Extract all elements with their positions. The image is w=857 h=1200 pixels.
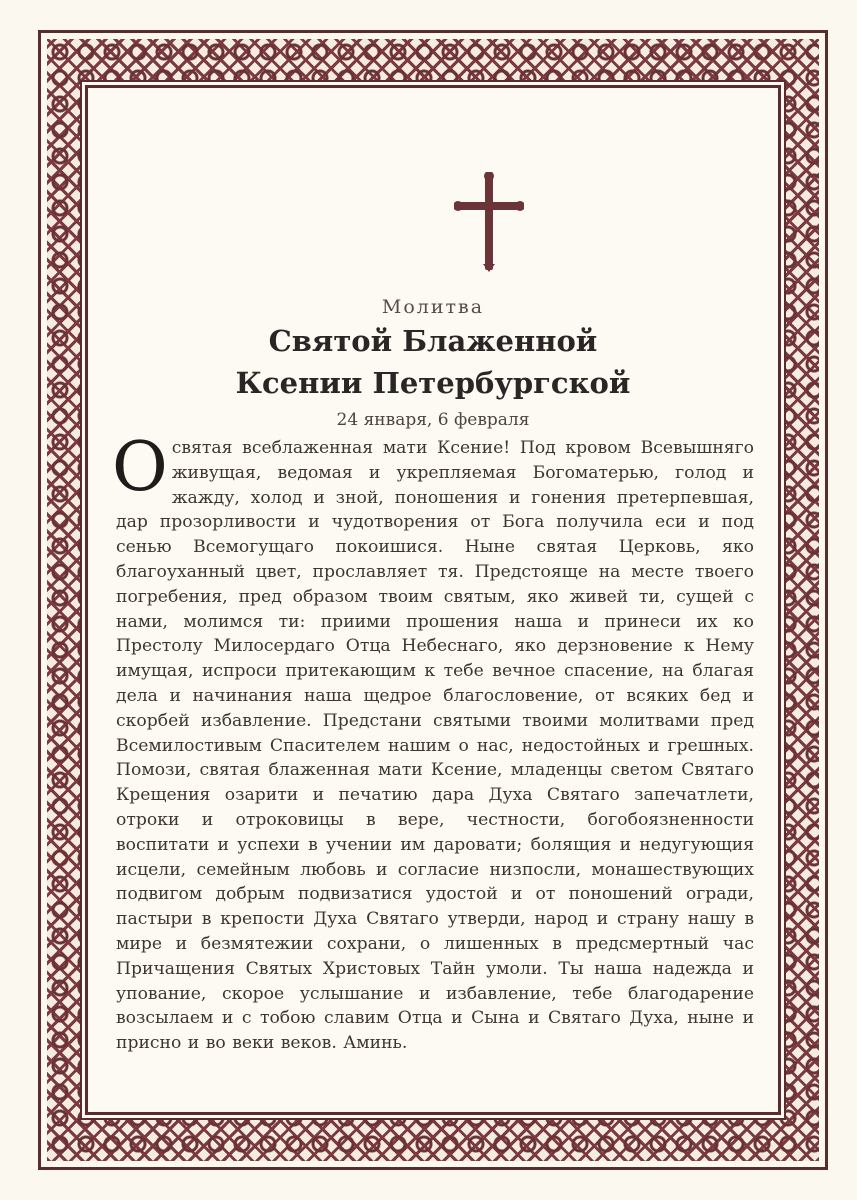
title-line-1: Святой Блаженной: [268, 324, 598, 358]
feast-dates: 24 января, 6 февраля: [336, 410, 530, 430]
drop-cap: О: [112, 428, 168, 507]
title-line-2: Ксении Петербургской: [235, 366, 631, 400]
prayer-title: [88, 320, 778, 404]
prayer-kicker: Молитва: [381, 296, 485, 318]
prayer-page: [85, 85, 781, 1115]
orthodox-cross-icon: [454, 172, 524, 272]
ornamental-border: [38, 30, 828, 1170]
prayer-text: [112, 428, 754, 1056]
prayer-body: святая всеблаженная мати Ксение! Под кровом Всевышняго живущая, ведомая и укрепляемая Богоматерью, голод и жажду, холод и зной, поношения и гонения претерпевшая, дар прозорливости и чудотворения от Бога получила еси и под сенью Всемогущаго покоишися. Ныне святая Церковь, яко благоуханный цвет, прославляет тя. Предстояще на месте твоего погребения, пред образом твоим святым, яко живей ти, сущей с нами, молимся ти: приими прошения наша и принеси их ко Престолу Милосердаго Отца Небеснаго, яко дерзновение к Нему имущая, испроси притекающим к тебе вечное спасение, на благая дела и начинания наша щедрое благословение, от всяких бед и скорбей избавление. Предстани святыми твоими молитвами пред Всемилостивым Спасителем нашим о нас, недостойных и грешных. Помози, святая блаженная мати Ксение, младенцы светом Святаго Крещения озарити и печатию дара Духа Святаго запечатлети, отроки и отроковицы в вере, честности, богобоязненности воспитати и успехи в учении им даровати; болящия и недугующия исцели, семейным любовь и согласие низпосли, монашествующих подвигом добрым подвизатися удостой и от поношений огради, пастыри в крепости Духа Святаго утверди, народ и страну нашу в мире и безмятежии сохрани, о лишенных в предсмертный час Причащения Святых Христовых Тайн умоли. Ты наша надежда и упование, скорое услышание и избавление, тебе благодарение возсылаем и с тобою славим Отца и Сына и Святаго Духа, ныне и присно и во веки веков. Аминь.: [116, 438, 754, 1054]
